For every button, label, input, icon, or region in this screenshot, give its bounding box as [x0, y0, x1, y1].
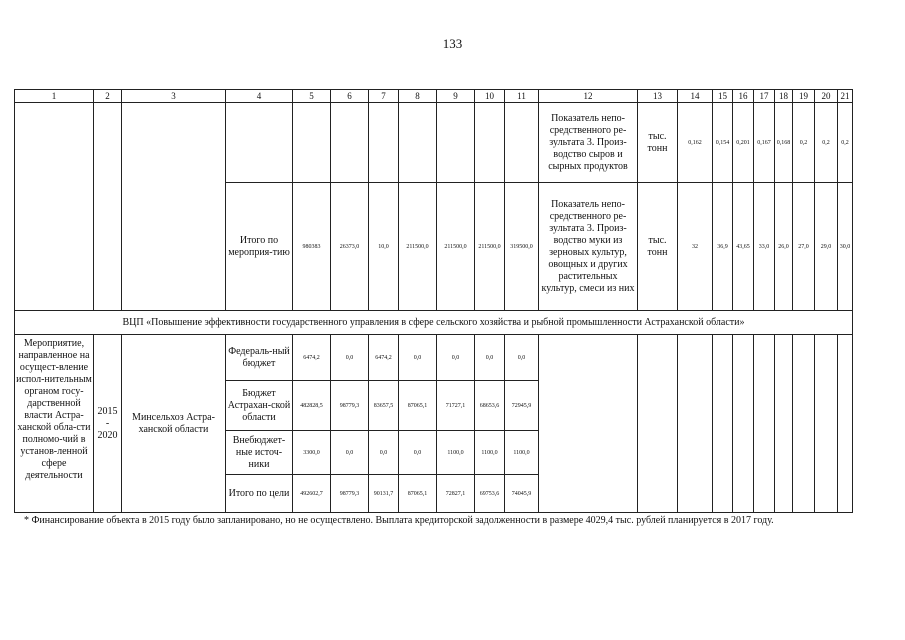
page-number: 133 — [442, 36, 463, 51]
value-cell: 33,0 — [754, 183, 775, 311]
finance-cell: 0,0 — [437, 335, 475, 381]
empty-cell — [838, 335, 853, 513]
finance-cell: 1100,0 — [505, 431, 539, 475]
finance-cell: 68653,6 — [475, 381, 505, 431]
empty-cell — [733, 335, 754, 513]
value-cell: 43,65 — [733, 183, 754, 311]
col-number: 17 — [754, 90, 775, 103]
value-cell: 0,168 — [775, 103, 793, 183]
finance-cell: 0,0 — [331, 335, 369, 381]
value-cell: 0,2 — [815, 103, 838, 183]
empty-cell — [793, 335, 815, 513]
finance-cell: 10,0 — [369, 183, 399, 311]
empty-cell — [815, 335, 838, 513]
value-cell: 27,0 — [793, 183, 815, 311]
value-cell: 0,2 — [838, 103, 853, 183]
empty-cell — [331, 103, 369, 183]
finance-cell: 0,0 — [475, 335, 505, 381]
program-title: ВЦП «Повышение эффективности государственного управления в сфере сельского хозяйства и рыбной промышленности Астраханской области» — [15, 311, 853, 335]
col-number: 6 — [331, 90, 369, 103]
finance-cell: 0,0 — [399, 431, 437, 475]
unit-cell: тыс. тонн — [638, 103, 678, 183]
finance-cell: 0,0 — [369, 431, 399, 475]
empty-cell — [754, 335, 775, 513]
finance-cell: 98779,3 — [331, 475, 369, 513]
finance-cell: 211500,0 — [399, 183, 437, 311]
indicator-cell: Показатель непо-средственного ре-зультата 3. Произ-водство сыров и сырных продуктов — [539, 103, 638, 183]
footnote: * Финансирование объекта в 2015 году было запланировано, но не осуществлено. Выплата кредиторской задолженности в размере 4029,4 тыс. рублей планируется в 2017 году. — [24, 515, 774, 526]
finance-cell: 74045,9 — [505, 475, 539, 513]
table-row-cheese — [15, 103, 853, 183]
measure-period: 2015 - 2020 — [94, 335, 122, 513]
table-row-federal — [15, 335, 853, 381]
finance-cell: 71727,1 — [437, 381, 475, 431]
finance-cell: 83657,5 — [369, 381, 399, 431]
value-cell: 0,201 — [733, 103, 754, 183]
col-number: 18 — [775, 90, 793, 103]
value-cell: 29,0 — [815, 183, 838, 311]
empty-cell — [713, 335, 733, 513]
finance-cell: 980383 — [293, 183, 331, 311]
finance-cell: 211500,0 — [437, 183, 475, 311]
header-row — [15, 90, 853, 103]
finance-cell: 482828,5 — [293, 381, 331, 431]
finance-cell: 98779,3 — [331, 381, 369, 431]
finance-cell: 319500,0 — [505, 183, 539, 311]
finance-cell: 69753,6 — [475, 475, 505, 513]
col-number: 10 — [475, 90, 505, 103]
empty-cell — [15, 103, 94, 311]
empty-cell — [505, 103, 539, 183]
col-number: 9 — [437, 90, 475, 103]
col-number: 20 — [815, 90, 838, 103]
value-cell: 0,162 — [678, 103, 713, 183]
empty-cell — [369, 103, 399, 183]
finance-cell: 492602,7 — [293, 475, 331, 513]
empty-cell — [678, 335, 713, 513]
finance-cell: 90131,7 — [369, 475, 399, 513]
col-number: 3 — [122, 90, 226, 103]
col-number: 21 — [838, 90, 853, 103]
finance-cell: 87065,1 — [399, 381, 437, 431]
funding-source: Внебюджет-ные источ-ники — [226, 431, 293, 475]
finance-cell: 1100,0 — [437, 431, 475, 475]
value-cell: 32 — [678, 183, 713, 311]
col-number: 16 — [733, 90, 754, 103]
value-cell: 26,0 — [775, 183, 793, 311]
funding-source: Бюджет Астрахан-ской области — [226, 381, 293, 431]
value-cell: 0,167 — [754, 103, 775, 183]
col-number: 15 — [713, 90, 733, 103]
finance-cell: 211500,0 — [475, 183, 505, 311]
empty-cell — [293, 103, 331, 183]
col-number: 7 — [369, 90, 399, 103]
col-number: 4 — [226, 90, 293, 103]
measure-executor: Минсельхоз Астра-ханской области — [122, 335, 226, 513]
unit-cell: тыс. тонн — [638, 183, 678, 311]
finance-cell: 0,0 — [399, 335, 437, 381]
value-cell: 30,0 — [838, 183, 853, 311]
col-number: 1 — [15, 90, 94, 103]
finance-cell: 0,0 — [331, 431, 369, 475]
value-cell: 0,2 — [793, 103, 815, 183]
empty-cell — [638, 335, 678, 513]
col-number: 5 — [293, 90, 331, 103]
finance-cell: 87065,1 — [399, 475, 437, 513]
empty-cell — [226, 103, 293, 183]
empty-cell — [775, 335, 793, 513]
funding-source: Итого по цели — [226, 475, 293, 513]
finance-cell: 26373,0 — [331, 183, 369, 311]
empty-cell — [437, 103, 475, 183]
col-number: 13 — [638, 90, 678, 103]
value-cell: 0,154 — [713, 103, 733, 183]
finance-cell: 6474,2 — [293, 335, 331, 381]
col-number: 12 — [539, 90, 638, 103]
empty-cell — [94, 103, 122, 311]
col-number: 8 — [399, 90, 437, 103]
col-number: 2 — [94, 90, 122, 103]
empty-cell — [475, 103, 505, 183]
funding-source: Федераль-ный бюджет — [226, 335, 293, 381]
program-band-row — [15, 311, 853, 335]
col-number: 11 — [505, 90, 539, 103]
empty-cell — [122, 103, 226, 311]
finance-cell: 72827,1 — [437, 475, 475, 513]
finance-cell: 72945,9 — [505, 381, 539, 431]
finance-cell: 1100,0 — [475, 431, 505, 475]
finance-cell: 3300,0 — [293, 431, 331, 475]
value-cell: 36,9 — [713, 183, 733, 311]
finance-cell: 0,0 — [505, 335, 539, 381]
empty-cell — [539, 335, 638, 513]
empty-cell — [399, 103, 437, 183]
col-number: 19 — [793, 90, 815, 103]
program-table — [14, 89, 853, 513]
measure-name: Мероприятие, направленное на осущест-вление испол-нительным органом госу-дарственной власти Астра-ханской обла-сти полномо-чий в установ-ленной сфере деятельности — [15, 335, 94, 513]
row-label: Итого по мероприя-тию — [226, 183, 293, 311]
indicator-cell: Показатель непо-средственного ре-зультата 3. Произ-водство муки из зерновых культур, овощных и других растительных культур, смеси из них — [539, 183, 638, 311]
col-number: 14 — [678, 90, 713, 103]
finance-cell: 6474,2 — [369, 335, 399, 381]
